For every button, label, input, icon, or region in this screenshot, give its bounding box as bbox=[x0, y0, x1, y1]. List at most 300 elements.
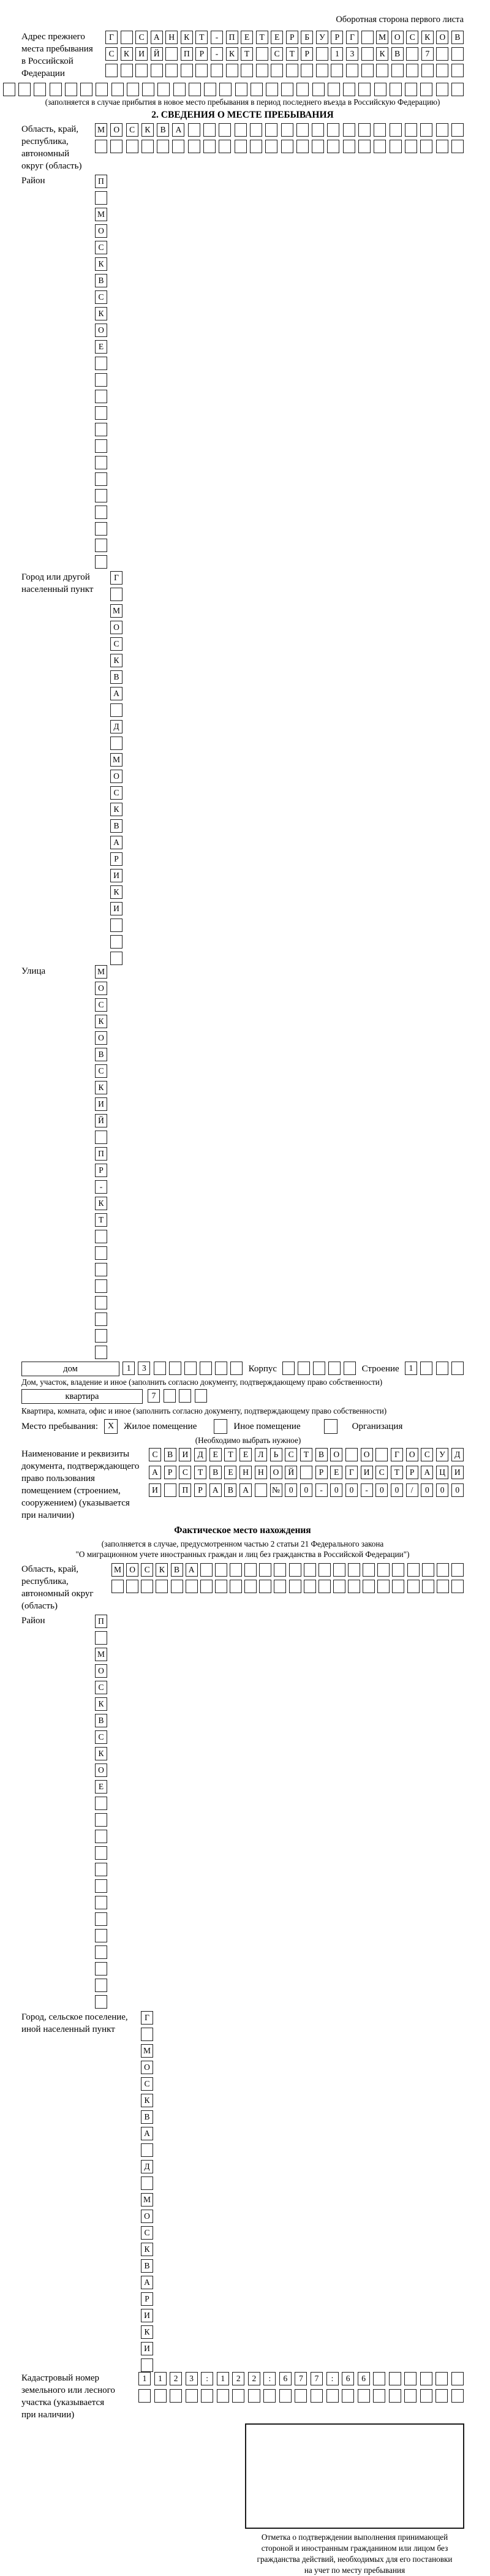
char-box[interactable]: В bbox=[164, 1448, 176, 1461]
char-box[interactable]: Р bbox=[141, 2292, 153, 2306]
char-box[interactable] bbox=[95, 1846, 107, 1860]
char-box[interactable] bbox=[95, 1131, 107, 1144]
char-box[interactable]: С bbox=[271, 47, 283, 61]
char-box[interactable]: 1 bbox=[331, 47, 343, 61]
char-box[interactable] bbox=[219, 140, 231, 153]
char-box[interactable]: А bbox=[141, 2127, 153, 2140]
char-box[interactable] bbox=[451, 2389, 464, 2403]
char-box[interactable]: И bbox=[451, 1466, 464, 1479]
char-box[interactable]: К bbox=[376, 47, 388, 61]
char-box[interactable]: 1 bbox=[405, 1362, 417, 1375]
char-box[interactable]: О bbox=[141, 2061, 153, 2074]
char-box[interactable] bbox=[313, 1362, 325, 1375]
char-box[interactable]: О bbox=[110, 770, 123, 783]
char-box[interactable] bbox=[165, 47, 178, 61]
char-box[interactable] bbox=[271, 64, 283, 77]
char-box[interactable] bbox=[171, 1580, 183, 1593]
char-box[interactable]: Р bbox=[286, 31, 298, 44]
char-box[interactable] bbox=[95, 423, 107, 436]
char-box[interactable] bbox=[141, 2358, 153, 2372]
char-box[interactable] bbox=[95, 390, 107, 403]
char-box[interactable] bbox=[256, 64, 268, 77]
char-box[interactable] bbox=[172, 140, 184, 153]
char-box[interactable]: 1 bbox=[154, 2372, 167, 2385]
char-box[interactable]: 0 bbox=[451, 1483, 464, 1497]
char-box[interactable]: И bbox=[135, 47, 148, 61]
char-box[interactable]: 6 bbox=[358, 2372, 370, 2385]
char-box[interactable]: О bbox=[436, 31, 448, 44]
char-box[interactable]: : bbox=[263, 2372, 276, 2385]
char-box[interactable] bbox=[289, 1563, 301, 1577]
char-box[interactable]: Г bbox=[110, 571, 123, 585]
char-box[interactable]: В bbox=[451, 31, 464, 44]
char-box[interactable]: Л bbox=[255, 1448, 267, 1461]
char-box[interactable]: 1 bbox=[123, 1362, 135, 1375]
char-box[interactable]: С bbox=[149, 1448, 161, 1461]
char-box[interactable]: Р bbox=[315, 1466, 328, 1479]
char-box[interactable] bbox=[18, 83, 31, 96]
char-box[interactable]: П bbox=[95, 1147, 107, 1161]
char-box[interactable] bbox=[389, 2389, 401, 2403]
char-box[interactable] bbox=[195, 64, 208, 77]
char-box[interactable]: О bbox=[361, 1448, 373, 1461]
char-box[interactable] bbox=[451, 83, 464, 96]
char-box[interactable]: : bbox=[326, 2372, 339, 2385]
char-box[interactable] bbox=[250, 123, 262, 137]
char-box[interactable]: У bbox=[436, 1448, 448, 1461]
char-box[interactable]: 2 bbox=[170, 2372, 182, 2385]
char-box[interactable] bbox=[110, 703, 123, 717]
char-box[interactable] bbox=[95, 1631, 107, 1645]
char-box[interactable] bbox=[436, 47, 448, 61]
char-box[interactable] bbox=[437, 1563, 449, 1577]
char-box[interactable] bbox=[346, 64, 358, 77]
char-box[interactable] bbox=[451, 64, 464, 77]
char-box[interactable]: В bbox=[110, 670, 123, 684]
char-box[interactable] bbox=[312, 83, 325, 96]
char-box[interactable]: Т bbox=[300, 1448, 312, 1461]
char-box[interactable] bbox=[95, 1797, 107, 1810]
char-box[interactable] bbox=[358, 83, 371, 96]
char-box[interactable] bbox=[312, 140, 324, 153]
char-box[interactable]: Е bbox=[330, 1466, 342, 1479]
char-box[interactable] bbox=[405, 123, 417, 137]
char-box[interactable]: Д bbox=[110, 720, 123, 733]
char-box[interactable] bbox=[95, 140, 107, 153]
char-box[interactable]: М bbox=[110, 604, 123, 618]
char-box[interactable] bbox=[204, 83, 216, 96]
char-box[interactable]: В bbox=[110, 819, 123, 833]
char-box[interactable] bbox=[344, 1362, 356, 1375]
char-box[interactable] bbox=[141, 2143, 153, 2157]
char-box[interactable] bbox=[265, 140, 277, 153]
char-box[interactable]: А bbox=[110, 687, 123, 700]
char-box[interactable]: 1 bbox=[217, 2372, 229, 2385]
char-box[interactable]: А bbox=[209, 1483, 222, 1497]
char-box[interactable] bbox=[296, 123, 309, 137]
char-box[interactable]: Й bbox=[285, 1466, 297, 1479]
char-box[interactable] bbox=[215, 1563, 227, 1577]
char-box[interactable] bbox=[105, 64, 118, 77]
char-box[interactable]: П bbox=[95, 1615, 107, 1628]
char-box[interactable] bbox=[259, 1563, 271, 1577]
char-box[interactable]: И bbox=[95, 1097, 107, 1111]
char-box[interactable] bbox=[95, 191, 107, 205]
char-box[interactable]: Т bbox=[256, 31, 268, 44]
char-box[interactable] bbox=[3, 83, 15, 96]
char-box[interactable] bbox=[126, 1580, 138, 1593]
char-box[interactable] bbox=[304, 1563, 316, 1577]
char-box[interactable] bbox=[363, 1580, 375, 1593]
char-box[interactable] bbox=[95, 406, 107, 420]
char-box[interactable] bbox=[331, 64, 343, 77]
char-box[interactable]: И bbox=[361, 1466, 373, 1479]
char-box[interactable] bbox=[451, 2372, 464, 2385]
char-box[interactable]: В bbox=[171, 1563, 183, 1577]
char-box[interactable] bbox=[251, 83, 263, 96]
char-box[interactable]: К bbox=[95, 1747, 107, 1760]
char-box[interactable] bbox=[95, 1263, 107, 1276]
char-box[interactable] bbox=[95, 1230, 107, 1243]
char-box[interactable] bbox=[296, 83, 309, 96]
char-box[interactable] bbox=[361, 47, 374, 61]
char-box[interactable] bbox=[157, 140, 169, 153]
char-box[interactable] bbox=[343, 140, 355, 153]
char-box[interactable]: Е bbox=[209, 1448, 222, 1461]
char-box[interactable]: Т bbox=[241, 47, 253, 61]
char-box[interactable]: 3 bbox=[346, 47, 358, 61]
char-box[interactable]: Н bbox=[165, 31, 178, 44]
char-box[interactable]: О bbox=[95, 982, 107, 995]
char-box[interactable] bbox=[318, 1563, 331, 1577]
char-box[interactable] bbox=[348, 1563, 360, 1577]
char-box[interactable]: О bbox=[406, 1448, 418, 1461]
char-box[interactable]: Д bbox=[451, 1448, 464, 1461]
char-box[interactable]: П bbox=[181, 47, 193, 61]
char-box[interactable]: К bbox=[121, 47, 133, 61]
char-box[interactable]: С bbox=[95, 290, 107, 304]
char-box[interactable] bbox=[121, 64, 133, 77]
char-box[interactable]: М bbox=[95, 1648, 107, 1661]
char-box[interactable] bbox=[248, 2389, 260, 2403]
char-box[interactable]: К bbox=[95, 257, 107, 271]
char-box[interactable] bbox=[230, 1563, 242, 1577]
char-box[interactable] bbox=[138, 2389, 151, 2403]
char-box[interactable] bbox=[95, 1929, 107, 1942]
char-box[interactable] bbox=[95, 1962, 107, 1976]
char-box[interactable] bbox=[436, 1362, 448, 1375]
char-box[interactable]: М bbox=[95, 208, 107, 221]
char-box[interactable]: О bbox=[141, 2210, 153, 2223]
char-box[interactable]: О bbox=[330, 1448, 342, 1461]
char-box[interactable] bbox=[95, 373, 107, 387]
char-box[interactable] bbox=[203, 140, 216, 153]
char-box[interactable]: И bbox=[179, 1448, 191, 1461]
char-box[interactable]: И bbox=[110, 902, 123, 915]
char-box[interactable] bbox=[95, 1879, 107, 1893]
char-box[interactable]: К bbox=[95, 307, 107, 320]
char-box[interactable]: Т bbox=[224, 1448, 236, 1461]
char-box[interactable]: В bbox=[141, 2110, 153, 2124]
char-box[interactable]: К bbox=[110, 654, 123, 667]
char-box[interactable] bbox=[95, 1896, 107, 1909]
char-box[interactable] bbox=[200, 1580, 213, 1593]
char-box[interactable] bbox=[165, 64, 178, 77]
char-box[interactable]: О bbox=[126, 1563, 138, 1577]
char-box[interactable] bbox=[361, 64, 374, 77]
char-box[interactable] bbox=[226, 64, 238, 77]
char-box[interactable] bbox=[65, 83, 77, 96]
char-box[interactable] bbox=[188, 123, 200, 137]
char-box[interactable] bbox=[436, 83, 448, 96]
char-box[interactable]: Е bbox=[271, 31, 283, 44]
char-box[interactable]: Г bbox=[345, 1466, 358, 1479]
char-box[interactable] bbox=[311, 2389, 323, 2403]
char-box[interactable] bbox=[230, 1580, 242, 1593]
char-box[interactable] bbox=[281, 140, 293, 153]
char-box[interactable] bbox=[95, 1995, 107, 2009]
char-box[interactable] bbox=[95, 456, 107, 469]
char-box[interactable]: Г bbox=[105, 31, 118, 44]
char-box[interactable] bbox=[217, 2389, 229, 2403]
char-box[interactable] bbox=[389, 2372, 401, 2385]
char-box[interactable] bbox=[235, 140, 247, 153]
char-box[interactable] bbox=[327, 123, 339, 137]
char-box[interactable] bbox=[203, 123, 216, 137]
char-box[interactable]: С bbox=[95, 1730, 107, 1744]
char-box[interactable] bbox=[141, 2176, 153, 2190]
char-box[interactable]: Е bbox=[241, 31, 253, 44]
char-box[interactable] bbox=[333, 1563, 345, 1577]
char-box[interactable]: К bbox=[141, 123, 154, 137]
char-box[interactable]: 7 bbox=[311, 2372, 323, 2385]
char-box[interactable] bbox=[110, 588, 123, 601]
char-box[interactable] bbox=[281, 123, 293, 137]
char-box[interactable]: К bbox=[421, 31, 434, 44]
char-box[interactable] bbox=[244, 1580, 257, 1593]
char-box[interactable] bbox=[304, 1580, 316, 1593]
char-box[interactable] bbox=[135, 64, 148, 77]
char-box[interactable]: В bbox=[95, 274, 107, 287]
char-box[interactable]: С bbox=[95, 1681, 107, 1694]
char-box[interactable] bbox=[316, 64, 328, 77]
char-box[interactable] bbox=[235, 123, 247, 137]
char-box[interactable] bbox=[377, 1563, 390, 1577]
char-box[interactable]: Н bbox=[255, 1466, 267, 1479]
char-box[interactable] bbox=[219, 83, 232, 96]
char-box[interactable] bbox=[142, 83, 154, 96]
checkbox-other-premises[interactable] bbox=[214, 1419, 227, 1434]
char-box[interactable] bbox=[391, 64, 404, 77]
char-box[interactable] bbox=[250, 140, 262, 153]
char-box[interactable]: О bbox=[95, 1031, 107, 1045]
char-box[interactable] bbox=[95, 1830, 107, 1843]
char-box[interactable] bbox=[392, 1563, 404, 1577]
char-box[interactable]: А bbox=[149, 1466, 161, 1479]
char-box[interactable]: Е bbox=[239, 1448, 252, 1461]
char-box[interactable]: А bbox=[239, 1483, 252, 1497]
char-box[interactable] bbox=[274, 1580, 286, 1593]
char-box[interactable] bbox=[50, 83, 62, 96]
char-box[interactable]: С bbox=[95, 998, 107, 1012]
char-box[interactable] bbox=[235, 83, 247, 96]
char-box[interactable] bbox=[179, 1389, 191, 1403]
char-box[interactable]: О bbox=[270, 1466, 282, 1479]
char-box[interactable] bbox=[405, 83, 417, 96]
char-box[interactable] bbox=[256, 47, 268, 61]
char-box[interactable]: 6 bbox=[279, 2372, 292, 2385]
char-box[interactable] bbox=[328, 1362, 341, 1375]
char-box[interactable]: С bbox=[421, 1448, 433, 1461]
char-box[interactable]: - bbox=[95, 1180, 107, 1194]
char-box[interactable]: Й bbox=[151, 47, 163, 61]
char-box[interactable]: - bbox=[211, 31, 223, 44]
char-box[interactable] bbox=[95, 1863, 107, 1876]
char-box[interactable]: В bbox=[224, 1483, 236, 1497]
char-box[interactable]: 0 bbox=[285, 1483, 297, 1497]
char-box[interactable]: В bbox=[209, 1466, 222, 1479]
char-box[interactable]: 7 bbox=[148, 1389, 160, 1403]
char-box[interactable] bbox=[451, 1580, 464, 1593]
char-box[interactable] bbox=[151, 64, 163, 77]
char-box[interactable] bbox=[435, 2372, 448, 2385]
char-box[interactable]: М bbox=[111, 1563, 124, 1577]
char-box[interactable] bbox=[215, 1580, 227, 1593]
char-box[interactable] bbox=[211, 64, 223, 77]
char-box[interactable] bbox=[358, 123, 371, 137]
char-box[interactable] bbox=[451, 1563, 464, 1577]
char-box[interactable] bbox=[95, 522, 107, 536]
char-box[interactable] bbox=[244, 1563, 257, 1577]
char-box[interactable] bbox=[95, 1346, 107, 1359]
char-box[interactable] bbox=[95, 357, 107, 370]
char-box[interactable]: Р bbox=[194, 1483, 206, 1497]
char-box[interactable]: В bbox=[141, 2259, 153, 2273]
char-box[interactable]: В bbox=[95, 1714, 107, 1727]
char-box[interactable]: М bbox=[141, 2044, 153, 2058]
char-box[interactable]: 3 bbox=[138, 1362, 150, 1375]
char-box[interactable]: М bbox=[95, 123, 107, 137]
char-box[interactable]: С bbox=[285, 1448, 297, 1461]
char-box[interactable]: Ь bbox=[270, 1448, 282, 1461]
char-box[interactable]: 0 bbox=[375, 1483, 388, 1497]
char-box[interactable] bbox=[374, 83, 386, 96]
char-box[interactable] bbox=[286, 64, 298, 77]
char-box[interactable] bbox=[95, 1945, 107, 1959]
char-box[interactable] bbox=[406, 64, 418, 77]
char-box[interactable]: 0 bbox=[436, 1483, 448, 1497]
char-box[interactable]: С bbox=[110, 637, 123, 651]
char-box[interactable]: К bbox=[141, 2325, 153, 2339]
char-box[interactable]: С bbox=[406, 31, 418, 44]
char-box[interactable]: Е bbox=[95, 340, 107, 354]
char-box[interactable]: Т bbox=[391, 1466, 403, 1479]
char-box[interactable] bbox=[110, 140, 123, 153]
char-box[interactable] bbox=[451, 123, 464, 137]
char-box[interactable]: П bbox=[95, 175, 107, 188]
char-box[interactable] bbox=[95, 1912, 107, 1926]
char-box[interactable] bbox=[266, 83, 278, 96]
char-box[interactable]: Е bbox=[95, 1780, 107, 1794]
char-box[interactable]: С bbox=[375, 1466, 388, 1479]
char-box[interactable]: А bbox=[186, 1563, 198, 1577]
char-box[interactable]: О bbox=[95, 1664, 107, 1678]
char-box[interactable] bbox=[295, 2389, 307, 2403]
char-box[interactable]: С bbox=[179, 1466, 191, 1479]
char-box[interactable]: П bbox=[226, 31, 238, 44]
char-box[interactable]: М bbox=[376, 31, 388, 44]
char-box[interactable] bbox=[232, 2389, 244, 2403]
char-box[interactable] bbox=[219, 123, 231, 137]
char-box[interactable]: - bbox=[315, 1483, 328, 1497]
char-box[interactable] bbox=[265, 123, 277, 137]
char-box[interactable]: Р bbox=[95, 1164, 107, 1177]
char-box[interactable] bbox=[95, 539, 107, 552]
char-box[interactable]: - bbox=[361, 1483, 373, 1497]
char-box[interactable]: Т bbox=[95, 1213, 107, 1227]
char-box[interactable] bbox=[96, 83, 108, 96]
char-box[interactable]: П bbox=[179, 1483, 191, 1497]
char-box[interactable]: 3 bbox=[186, 2372, 198, 2385]
char-box[interactable]: 0 bbox=[421, 1483, 433, 1497]
char-box[interactable]: К bbox=[95, 1697, 107, 1711]
char-box[interactable] bbox=[95, 489, 107, 502]
char-box[interactable] bbox=[405, 140, 417, 153]
char-box[interactable] bbox=[164, 1483, 176, 1497]
char-box[interactable] bbox=[141, 2028, 153, 2041]
char-box[interactable] bbox=[154, 2389, 167, 2403]
char-box[interactable]: Р bbox=[406, 1466, 418, 1479]
char-box[interactable] bbox=[327, 140, 339, 153]
char-box[interactable] bbox=[164, 1389, 176, 1403]
char-box[interactable] bbox=[141, 1580, 153, 1593]
char-box[interactable] bbox=[110, 919, 123, 932]
char-box[interactable]: Р bbox=[195, 47, 208, 61]
char-box[interactable] bbox=[420, 2372, 432, 2385]
char-box[interactable]: К bbox=[226, 47, 238, 61]
char-box[interactable] bbox=[407, 1563, 420, 1577]
char-box[interactable] bbox=[34, 83, 46, 96]
char-box[interactable] bbox=[312, 123, 324, 137]
char-box[interactable]: Й bbox=[95, 1114, 107, 1127]
char-box[interactable] bbox=[296, 140, 309, 153]
char-box[interactable] bbox=[421, 64, 434, 77]
char-box[interactable]: 6 bbox=[342, 2372, 354, 2385]
char-box[interactable] bbox=[345, 1448, 358, 1461]
char-box[interactable] bbox=[215, 1362, 227, 1375]
char-box[interactable] bbox=[420, 140, 432, 153]
char-box[interactable]: О bbox=[110, 621, 123, 634]
char-box[interactable]: Г bbox=[391, 1448, 403, 1461]
char-box[interactable]: С bbox=[141, 2226, 153, 2240]
char-box[interactable] bbox=[318, 1580, 331, 1593]
char-box[interactable]: И bbox=[149, 1483, 161, 1497]
char-box[interactable]: С bbox=[110, 786, 123, 800]
char-box[interactable] bbox=[110, 737, 123, 750]
char-box[interactable]: К bbox=[181, 31, 193, 44]
char-box[interactable]: С bbox=[95, 241, 107, 254]
char-box[interactable] bbox=[422, 1580, 434, 1593]
char-box[interactable]: Р bbox=[110, 852, 123, 866]
char-box[interactable] bbox=[241, 64, 253, 77]
char-box[interactable]: С bbox=[141, 1563, 153, 1577]
char-box[interactable] bbox=[173, 83, 186, 96]
char-box[interactable]: С bbox=[126, 123, 138, 137]
char-box[interactable]: - bbox=[211, 47, 223, 61]
char-box[interactable] bbox=[377, 1580, 390, 1593]
char-box[interactable] bbox=[95, 1329, 107, 1343]
char-box[interactable] bbox=[420, 1362, 432, 1375]
